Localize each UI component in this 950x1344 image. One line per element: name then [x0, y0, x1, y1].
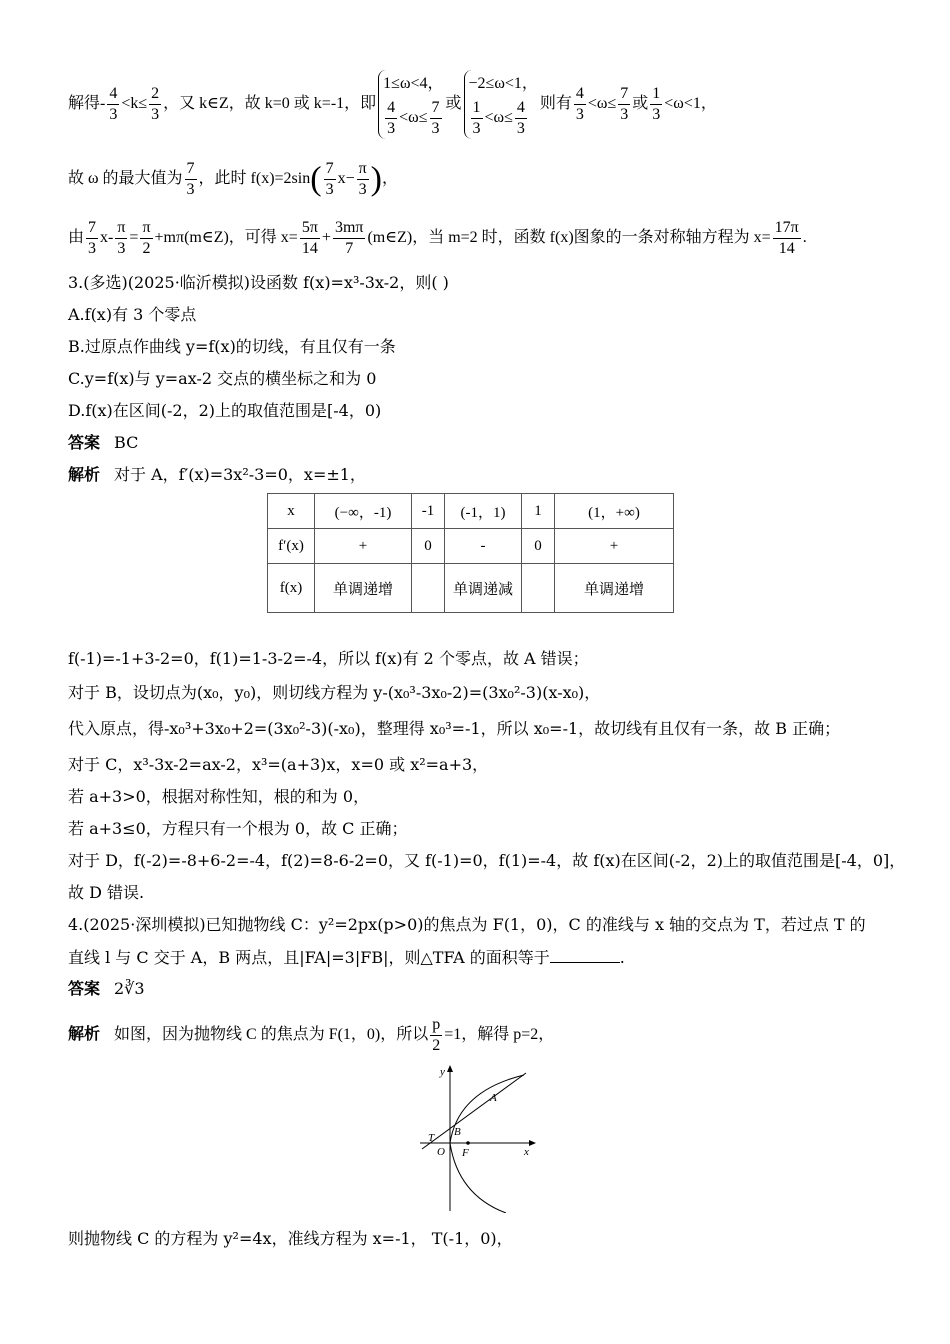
inequality-system-2: −2≤ω<1， $\frac{1}{3}$ <ω≤ $\frac{4}{3}$	[464, 70, 538, 139]
analysis-line-last: 则抛物线 C 的方程为 y²=4x，准线方程为 x=-1， T(-1，0)，	[68, 1229, 513, 1248]
text-solve: 解得-	[68, 95, 106, 113]
analysis-line-q4: 解析 如图，因为抛物线 C 的焦点为 F(1，0)，所以 $\frac{p}{2}$ =1，解得 p=2，	[68, 1015, 555, 1054]
table-row	[268, 529, 674, 564]
table-cell: f′(x)	[268, 529, 315, 564]
table-cell: -1	[412, 494, 445, 529]
table-cell: (−∞，-1)	[315, 494, 412, 529]
analysis-line: f(-1)=-1+3-2=0，f(1)=1-3-2=-4，所以 f(x)有 2 个零点，故 A 错误；	[68, 649, 589, 668]
question-3-title: 3.(多选)(2025·临沂模拟)设函数 f(x)=x³-3x-2，则( )	[68, 273, 449, 292]
point-f-label: F	[462, 1147, 469, 1159]
analysis-line: 若 a+3>0，根据对称性知，根的和为 0，	[68, 787, 370, 806]
analysis-line: 对于 C，x³-3x-2=ax-2，x³=(a+3)x，x=0 或 x²=a+3，	[68, 755, 489, 774]
point-a-label: A	[490, 1092, 497, 1104]
table-cell: f(x)	[268, 564, 315, 613]
fraction-2-3: $\frac{2}{3}$	[151, 85, 160, 123]
text-k-tail: ，又 k∈Z，故 k=0 或 k=-1，即	[163, 95, 377, 113]
option-c: C.y=f(x)与 y=ax-2 交点的横坐标之和为 0	[68, 369, 377, 388]
text-k-mid: <k≤	[121, 95, 148, 113]
focus-point	[466, 1141, 470, 1145]
option-a: A.f(x)有 3 个零点	[68, 305, 197, 324]
table-cell: 单调递增	[315, 564, 412, 613]
table-cell: 0	[412, 529, 445, 564]
analysis-line: 对于 D，f(-2)=-8+6-2=-4，f(2)=8-6-2=0，又 f(-1)=0，f(1)=-4，故 f(x)在区间(-2，2)上的取值范围是[-4，0]，	[68, 851, 906, 870]
solution-line-symmetry-axis: 由 $\frac{7}{3}$ x- $\frac{\pi}{3}$ = $\frac{\pi}{2}$ +mπ(m∈Z)，可得 x= $\frac{5\pi}{14}$ + $\frac{3m\pi}{7}$ (m∈Z)，当 m=2 时，函数 f(x)图象的一条对称轴方程为 x= $\frac{17\pi}{14}$ .	[68, 218, 807, 257]
table-cell: +	[555, 529, 674, 564]
table-cell: 单调递增	[555, 564, 674, 613]
table-cell: 1	[522, 494, 555, 529]
answer-label: 答案	[68, 979, 101, 998]
analysis-label: 解析	[68, 1024, 101, 1043]
table-cell	[522, 564, 555, 613]
table-cell: 0	[522, 529, 555, 564]
table-cell: (-1，1)	[445, 494, 522, 529]
x-axis-arrow	[529, 1140, 536, 1146]
origin-label: O	[437, 1146, 445, 1158]
table-cell: +	[315, 529, 412, 564]
answer-line-q3	[68, 432, 138, 454]
fraction-4-3: $\frac{4}{3}$	[109, 85, 118, 123]
inequality-system-1: 1≤ω<4， $\frac{4}{3}$ <ω≤ $\frac{7}{3}$	[378, 70, 443, 139]
solution-line-k-range: 解得- $\frac{4}{3}$ <k≤ $\frac{2}{3}$ ，又 k∈Z，故 k=0 或 k=-1，即 1≤ω<4， $\frac{4}{3}$ <ω≤ $\frac{7}{3}$ 或 −2≤ω<1， $\frac{1}{3}$ <ω≤ $\frac{4}{3}$ 则有 $\frac{4}{3}$ <ω≤ $\frac{7}{3}$ 或 $\frac{1}{3}$ <ω<1，	[68, 70, 717, 139]
table-cell	[412, 564, 445, 613]
option-b: B.过原点作曲线 y=f(x)的切线，有且仅有一条	[68, 337, 396, 356]
y-label: y	[440, 1066, 445, 1078]
point-b-label: B	[454, 1126, 461, 1138]
answer-value: 2∛3	[114, 979, 145, 998]
line-l	[422, 1073, 526, 1149]
table-cell: 单调递减	[445, 564, 522, 613]
question-4-line-1: 4.(2025·深圳模拟)已知抛物线 C：y²=2px(p>0)的焦点为 F(1，0)，C 的准线与 x 轴的交点为 T，若过点 T 的	[68, 915, 866, 934]
question-4-line-2: 直线 l 与 C 交于 A，B 两点，且|FA|=3|FB|，则△TFA 的面积等于 .	[68, 948, 625, 967]
table-cell: (1，+∞)	[555, 494, 674, 529]
table-row	[268, 564, 674, 613]
text-then: 则有	[539, 95, 572, 113]
parabola-figure	[414, 1063, 544, 1213]
analysis-line: 对于 B，设切点为(x₀，y₀)，则切线方程为 y-(x₀³-3x₀-2)=(3x₀²-3)(x-x₀)，	[68, 683, 601, 702]
analysis-line: 代入原点，得-x₀³+3x₀+2=(3x₀²-3)(-x₀)，整理得 x₀³=-1，所以 x₀=-1，故切线有且仅有一条，故 B 正确；	[68, 719, 841, 738]
analysis-line-q3	[68, 464, 366, 486]
answer-value: BC	[114, 433, 139, 452]
table-cell: x	[268, 494, 315, 529]
analysis-line: 故 D 错误.	[68, 883, 145, 902]
x-label: x	[524, 1146, 529, 1158]
table-row	[268, 494, 674, 529]
point-t-label: T	[428, 1132, 435, 1144]
answer-line-q4	[68, 978, 145, 1000]
text-or: 或	[445, 95, 462, 113]
parabola-curve	[450, 1075, 524, 1213]
monotonicity-table	[267, 493, 674, 613]
option-d: D.f(x)在区间(-2，2)上的取值范围是[-4，0)	[68, 401, 382, 420]
analysis-line: 若 a+3≤0，方程只有一个根为 0，故 C 正确；	[68, 819, 408, 838]
table-cell: -	[445, 529, 522, 564]
solution-line-omega-max: 故 ω 的最大值为 $\frac{7}{3}$ ，此时 f(x)=2sin( $\frac{7}{3}$ x− $\frac{\pi}{3}$ )，	[68, 159, 399, 198]
y-axis-arrow	[447, 1065, 453, 1072]
answer-blank	[550, 946, 620, 963]
analysis-text: 对于 A，f′(x)=3x²-3=0，x=±1，	[114, 465, 366, 484]
analysis-label: 解析	[68, 465, 101, 484]
answer-label: 答案	[68, 433, 101, 452]
